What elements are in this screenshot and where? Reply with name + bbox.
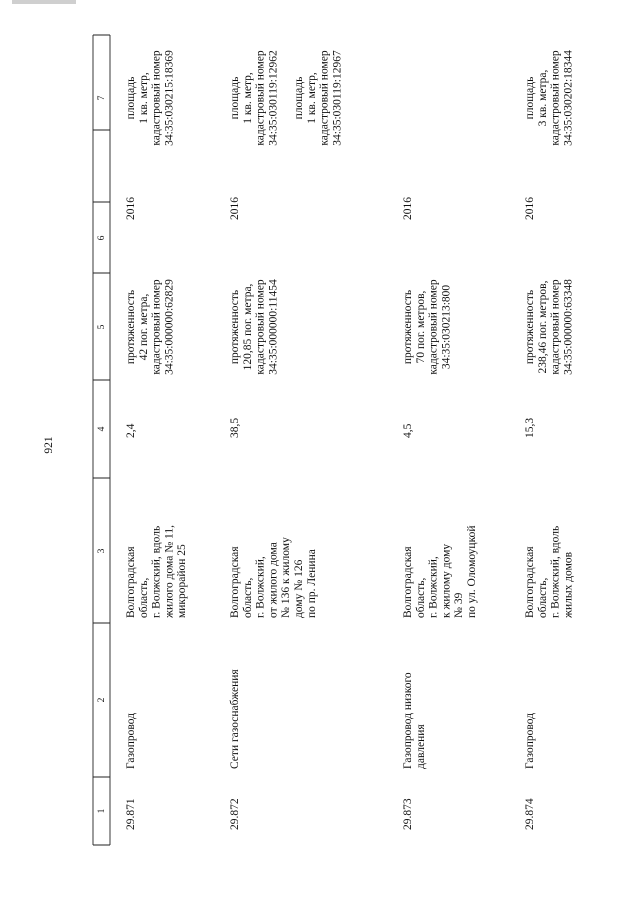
area-cadastral-line: 3 кв. метра, (536, 69, 549, 127)
object-extent-line: протяженность (524, 289, 536, 365)
object-name-line: Сети газоснабжения (229, 669, 241, 769)
object-extent-line: кадастровый номер (427, 279, 440, 375)
table-row (524, 50, 574, 830)
row-number-line: 29.872 (229, 798, 241, 830)
row-number-line: 29.873 (402, 798, 414, 830)
area-cadastral-line: 34:35:030202:18344 (562, 50, 575, 146)
year-line: 2016 (524, 197, 536, 220)
object-address-line: г. Волжский, вдоль (549, 525, 562, 618)
table-row (402, 197, 478, 830)
page-number: 921 (43, 436, 55, 454)
area-cadastral-line: площадь (293, 76, 305, 120)
object-name-line: Газопровод (524, 713, 536, 769)
object-name-line: Газопровод низкого (402, 672, 414, 769)
col4-value-line: 15,3 (524, 417, 536, 438)
header-col-5: 5 (97, 324, 107, 330)
table-row (229, 50, 343, 830)
object-address-line: № 136 к жилому (280, 537, 293, 618)
year-line: 2016 (229, 197, 241, 220)
scan-mark (12, 0, 76, 4)
col4-value-line: 2,4 (125, 423, 137, 438)
object-address-line: дому № 126 (293, 559, 305, 618)
area-cadastral-line: 1 кв. метр, (241, 72, 254, 124)
object-extent-line: 34:35:000000:62829 (163, 279, 176, 375)
object-name-line: Газопровод (125, 713, 137, 769)
area-cadastral-line: 34:35:030119:12962 (267, 50, 280, 146)
object-address-line: № 39 (453, 592, 466, 618)
table-rows (125, 50, 574, 830)
object-address-line: г. Волжский, (254, 556, 267, 618)
area-cadastral-line: площадь (125, 76, 137, 120)
object-address-line: Волгоградская (229, 546, 241, 618)
area-cadastral-line: кадастровый номер (150, 50, 163, 146)
area-cadastral-line: кадастровый номер (254, 50, 267, 146)
header-col-7: 7 (97, 95, 107, 101)
object-address-line: г. Волжский, (427, 556, 440, 618)
object-extent-line: 120,85 пог. метра, (241, 283, 254, 371)
object-name-line: давления (414, 724, 427, 769)
object-address-line: Волгоградская (125, 546, 137, 618)
area-cadastral-line: кадастровый номер (549, 50, 562, 146)
object-address-line: от жилого дома (267, 542, 280, 618)
object-extent-line: протяженность (402, 289, 414, 365)
object-extent-line: кадастровый номер (150, 279, 163, 375)
object-extent-line: 34:35:000000:11454 (267, 279, 280, 375)
object-address-line: Волгоградская (402, 546, 414, 618)
area-cadastral-line: 34:35:030215:18369 (163, 50, 176, 146)
object-extent-line: кадастровый номер (254, 279, 267, 375)
header-col-1: 1 (97, 808, 107, 814)
object-address-line: жилого дома № 11, (163, 525, 176, 618)
area-cadastral-line: 34:35:030119:12967 (331, 50, 344, 146)
object-extent-line: протяженность (125, 289, 137, 365)
col4-value-line: 38,5 (229, 417, 241, 438)
header-col-3: 3 (97, 548, 107, 554)
object-extent-line: 70 пог. метров, (414, 290, 427, 364)
object-address-line: г. Волжский, вдоль (150, 525, 163, 618)
col4-value-line: 4,5 (402, 423, 414, 438)
table-grid (93, 35, 110, 845)
area-cadastral-line: кадастровый номер (318, 50, 331, 146)
header-col-2: 2 (97, 697, 107, 703)
object-address-line: по ул. Оломоуцкой (466, 525, 478, 618)
object-address-line: область, (536, 577, 549, 618)
year-line: 2016 (402, 197, 414, 220)
object-address-line: Волгоградская (524, 546, 536, 618)
area-cadastral-line: площадь (524, 76, 536, 120)
header-col-6: 6 (97, 235, 107, 241)
object-address-line: область, (241, 577, 254, 618)
object-extent-line: 42 пог. метра, (137, 293, 150, 361)
object-extent-line: 238,46 пог. метров, (536, 280, 549, 374)
area-cadastral-line: площадь (229, 76, 241, 120)
object-address-line: область, (414, 577, 427, 618)
object-extent-line: протяженность (229, 289, 241, 365)
object-address-line: по пр. Ленина (305, 549, 318, 618)
object-extent-line: 34:35:000000:63348 (562, 279, 575, 375)
object-extent-line: 34:35:030213:800 (440, 284, 453, 370)
row-number-line: 29.871 (125, 798, 137, 830)
object-address-line: жилых домов (562, 551, 575, 618)
table-row (125, 50, 188, 830)
year-line: 2016 (125, 197, 137, 220)
area-cadastral-line: 1 кв. метр, (137, 72, 150, 124)
object-address-line: область, (137, 577, 150, 618)
object-address-line: к жилому дому (440, 543, 453, 618)
area-cadastral-line: 1 кв. метр, (305, 72, 318, 124)
row-number-line: 29.874 (524, 798, 536, 830)
header-col-4: 4 (97, 426, 107, 432)
object-address-line: микрорайон 25 (176, 544, 189, 618)
object-extent-line: кадастровый номер (549, 279, 562, 375)
